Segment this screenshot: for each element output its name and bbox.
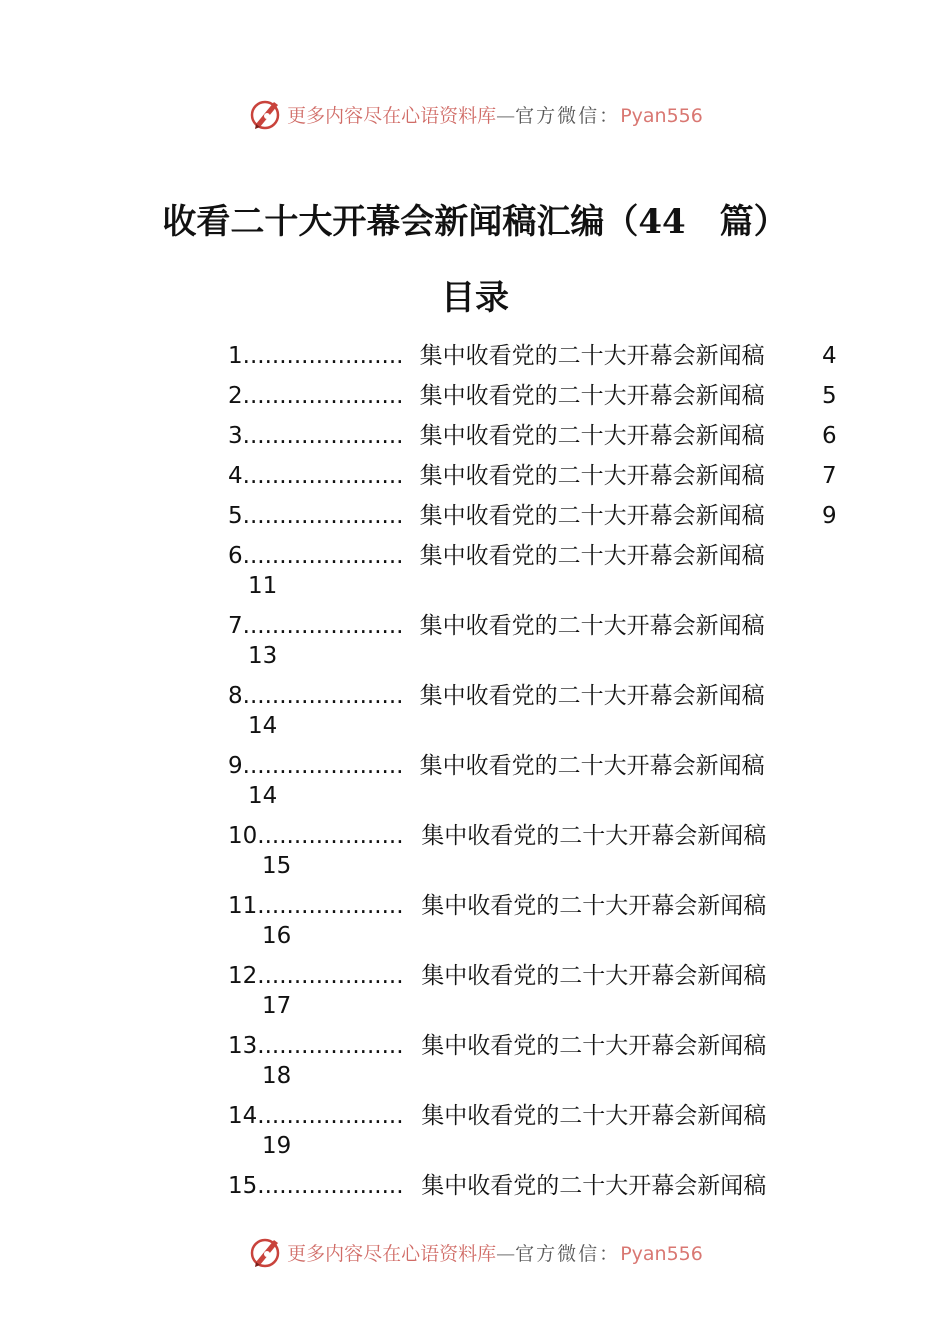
- toc-leader-dots: ....................: [257, 963, 404, 989]
- header-banner-text: [287, 101, 703, 128]
- toc-leader-dots: ......................: [242, 343, 404, 369]
- toc-entry-title: 集中收看党的二十大开幕会新闻稿: [421, 893, 767, 919]
- toc-entry-title: 集中收看党的二十大开幕会新闻稿: [419, 543, 765, 569]
- pen-circle-logo-icon: [247, 96, 283, 132]
- toc-entry-number: 11: [228, 893, 258, 919]
- toc-entry-title: 集中收看党的二十大开幕会新闻稿: [419, 683, 765, 709]
- toc-entry[interactable]: [228, 958, 848, 1028]
- toc-entry-number: 10: [228, 823, 258, 849]
- toc-entry-title: 集中收看党的二十大开幕会新闻稿: [419, 503, 765, 529]
- toc-leader-dots: ......................: [242, 613, 404, 639]
- toc-entry-number: 5: [228, 503, 243, 529]
- toc-entry-number: 1: [228, 343, 243, 369]
- toc-entry[interactable]: [228, 538, 848, 608]
- toc-entry-title: 集中收看党的二十大开幕会新闻稿: [421, 1103, 767, 1129]
- toc-entry-title: 集中收看党的二十大开幕会新闻稿: [419, 613, 765, 639]
- toc-entry[interactable]: [228, 1028, 848, 1098]
- toc-leader-dots: ......................: [242, 543, 404, 569]
- toc-line: [228, 750, 765, 782]
- toc-entry-page: 18: [262, 1063, 292, 1089]
- toc-entry-title: 集中收看党的二十大开幕会新闻稿: [421, 963, 767, 989]
- toc-entry-number: 8: [228, 683, 243, 709]
- toc-entry-page: 17: [262, 993, 292, 1019]
- toc-entry-title: 集中收看党的二十大开幕会新闻稿: [419, 753, 765, 779]
- toc-entry-title: 集中收看党的二十大开幕会新闻稿: [419, 383, 765, 409]
- toc-entry-number: 13: [228, 1033, 258, 1059]
- toc-entry[interactable]: [228, 678, 848, 748]
- toc-leader-dots: ......................: [242, 383, 404, 409]
- toc-line: [228, 890, 766, 922]
- toc-entry[interactable]: [228, 818, 848, 888]
- toc-line: [228, 380, 765, 412]
- header-wechat-label: 官方微信：: [515, 104, 621, 127]
- toc-leader-dots: ......................: [242, 753, 404, 779]
- table-of-contents: [228, 338, 848, 1208]
- toc-line: [228, 460, 765, 492]
- toc-leader-dots: ......................: [242, 503, 404, 529]
- toc-entry-number: 14: [228, 1103, 258, 1129]
- toc-entry-page: 11: [248, 573, 278, 599]
- toc-line: [228, 1170, 766, 1202]
- toc-entry-title: 集中收看党的二十大开幕会新闻稿: [419, 423, 765, 449]
- toc-entry[interactable]: [228, 748, 848, 818]
- toc-entry-number: 9: [228, 753, 243, 779]
- toc-line: [228, 680, 765, 712]
- toc-line: [228, 960, 766, 992]
- toc-entry-number: 2: [228, 383, 243, 409]
- toc-leader-dots: ....................: [257, 823, 404, 849]
- toc-entry-title: 集中收看党的二十大开幕会新闻稿: [421, 1173, 767, 1199]
- footer-brand: 更多内容尽在心语资料库: [287, 1242, 497, 1265]
- document-title: 收看二十大开幕会新闻稿汇编（44 篇）: [162, 202, 788, 242]
- toc-line: [228, 500, 765, 532]
- toc-line: [228, 610, 765, 642]
- toc-entry[interactable]: [228, 458, 848, 498]
- toc-leader-dots: ......................: [242, 423, 404, 449]
- toc-entry[interactable]: [228, 1168, 848, 1208]
- toc-line: [228, 420, 765, 452]
- toc-entry[interactable]: [228, 1098, 848, 1168]
- toc-leader-dots: ....................: [257, 1033, 404, 1059]
- toc-entry[interactable]: [228, 608, 848, 678]
- toc-entry-page: 6: [822, 423, 837, 449]
- footer-wechat-label: 官方微信：: [515, 1242, 621, 1265]
- toc-entry-number: 15: [228, 1173, 258, 1199]
- toc-entry-page: 13: [248, 643, 278, 669]
- toc-entry-page: 5: [822, 383, 837, 409]
- toc-entry-title: 集中收看党的二十大开幕会新闻稿: [421, 823, 767, 849]
- toc-entry[interactable]: [228, 418, 848, 458]
- header-brand: 更多内容尽在心语资料库: [287, 104, 497, 127]
- header-account: Pyan556: [620, 104, 703, 127]
- toc-leader-dots: ....................: [257, 893, 404, 919]
- toc-entry-page: 4: [822, 343, 837, 369]
- footer-account: Pyan556: [620, 1242, 703, 1265]
- toc-entry-page: 7: [822, 463, 837, 489]
- toc-entry[interactable]: [228, 498, 848, 538]
- toc-entry-page: 15: [262, 853, 292, 879]
- toc-leader-dots: ....................: [257, 1103, 404, 1129]
- toc-entry-number: 4: [228, 463, 243, 489]
- toc-leader-dots: ......................: [242, 683, 404, 709]
- pen-circle-logo-icon: [247, 1234, 283, 1270]
- toc-entry-number: 12: [228, 963, 258, 989]
- footer-separator: —: [496, 1242, 516, 1265]
- toc-line: [228, 540, 765, 572]
- toc-entry[interactable]: [228, 378, 848, 418]
- toc-entry-number: 3: [228, 423, 243, 449]
- document-subtitle: 目录: [441, 278, 509, 318]
- toc-entry-page: 16: [262, 923, 292, 949]
- toc-entry-number: 7: [228, 613, 243, 639]
- toc-entry[interactable]: [228, 338, 848, 378]
- toc-entry-title: 集中收看党的二十大开幕会新闻稿: [419, 463, 765, 489]
- toc-line: [228, 1100, 766, 1132]
- toc-entry-title: 集中收看党的二十大开幕会新闻稿: [421, 1033, 767, 1059]
- header-banner: [0, 92, 950, 136]
- toc-entry-page: 9: [822, 503, 837, 529]
- footer-banner: [0, 1230, 950, 1274]
- toc-entry-title: 集中收看党的二十大开幕会新闻稿: [419, 343, 765, 369]
- footer-banner-text: [287, 1239, 703, 1266]
- toc-leader-dots: ....................: [257, 1173, 404, 1199]
- toc-entry-number: 6: [228, 543, 243, 569]
- toc-leader-dots: ......................: [242, 463, 404, 489]
- toc-line: [228, 820, 766, 852]
- header-separator: —: [496, 104, 516, 127]
- toc-entry-page: 19: [262, 1133, 292, 1159]
- toc-entry-page: 14: [248, 783, 278, 809]
- toc-line: [228, 1030, 766, 1062]
- toc-line: [228, 340, 765, 372]
- toc-entry[interactable]: [228, 888, 848, 958]
- toc-entry-page: 14: [248, 713, 278, 739]
